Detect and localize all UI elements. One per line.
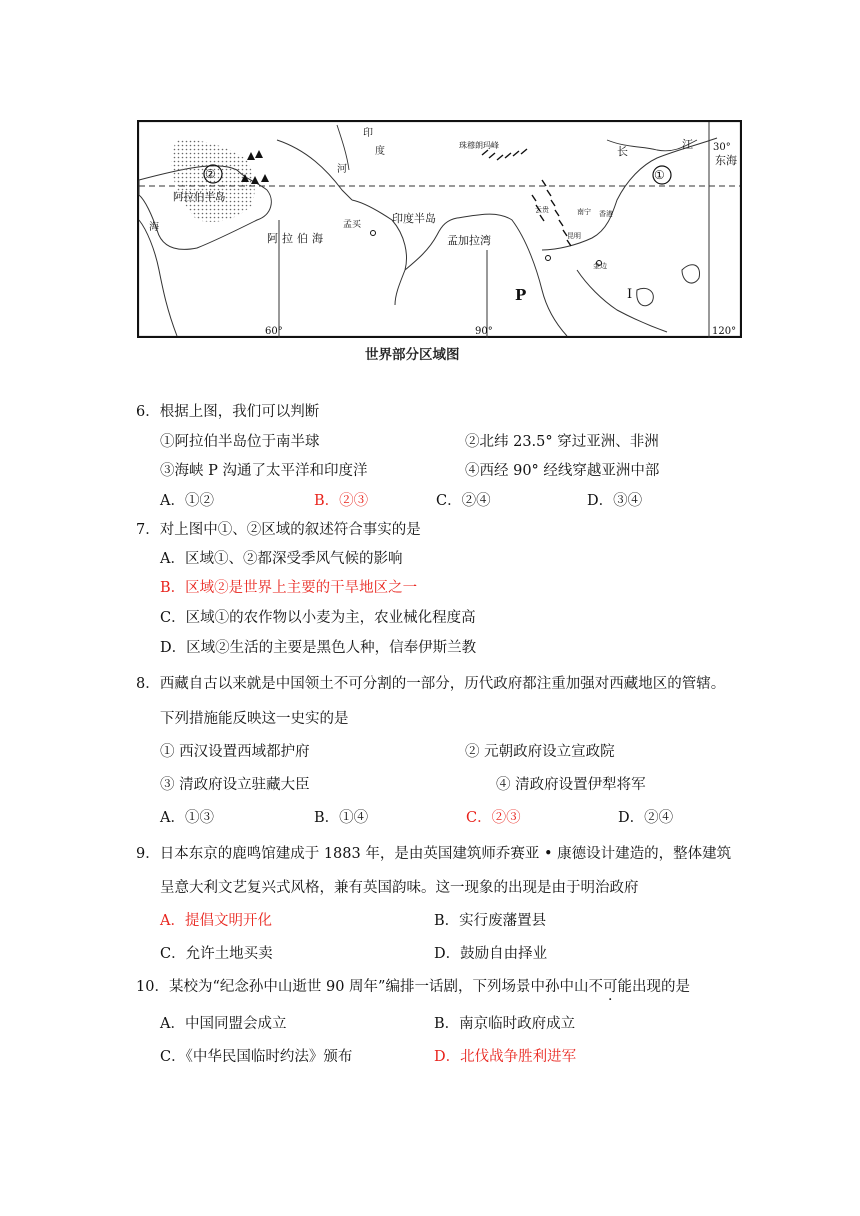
q7-option-b[interactable]: B．区域②是世界上主要的干旱地区之一 [160,580,418,596]
label-hk: 香港 [599,210,613,218]
label-river-du: 度 [375,146,385,157]
q9-option-a[interactable]: A．提倡文明开化 [160,913,272,929]
q6-statement-3: ③海峡 P 沟通了太平洋和印度洋 [160,463,368,479]
q8-stem-2: 下列措施能反映这一史实的是 [160,711,349,727]
q10-option-d[interactable]: D．北伐战争胜利进军 [434,1049,577,1065]
q9-option-d[interactable]: D．鼓励自由择业 [434,946,548,962]
label-jinbian: 金边 [593,262,607,270]
label-region-2: ② [205,167,216,181]
q10-stem [136,975,690,996]
q8-option-c[interactable]: C．②③ [466,810,521,826]
q6-option-a[interactable]: A．①② [160,493,214,509]
label-nanning: 南宁 [577,208,591,216]
q9-stem-2: 呈意大利文艺复兴式风格，兼有英国韵味。这一现象的出现是由于明治政府 [160,880,639,896]
label-mumbai: 孟买 [343,220,362,230]
q10-option-b[interactable]: B．南京临时政府成立 [434,1016,576,1032]
label-sea: 海 [149,222,159,233]
q9-option-b[interactable]: B．实行废藩置县 [434,913,547,929]
q10-option-c[interactable]: C．《中华民国临时约法》颁布 [160,1049,353,1065]
label-bengal: 孟加拉湾 [447,234,491,247]
q6-option-c[interactable]: C．②④ [436,493,491,509]
q10-stem-emphasis: 不可能 [588,979,632,995]
q9-stem: 9．日本东京的鹿鸣馆建成于 1883 年，是由英国建筑师乔赛亚 • 康德设计建造的，整体建筑 [136,846,732,862]
q8-stem: 8．西藏自古以来就是中国领土不可分割的一部分，历代政府都注重加强对西藏地区的管辖。 [136,676,726,692]
q9-option-c[interactable]: C．允许土地买卖 [160,946,273,962]
label-lon-90: 90° [475,326,493,337]
q7-option-a[interactable]: A．区域①、②都深受季风气候的影响 [160,551,403,567]
q10-stem-a: 10．某校为“纪念孙中山逝世 90 周年”编排一话剧，下列场景中孙中山 [136,979,589,995]
label-india: 印度半岛 [392,212,436,225]
q6-option-b[interactable]: B．②③ [314,493,369,509]
label-jiang: 江 [682,138,693,151]
label-everest: 珠穆朗玛峰 [459,141,499,150]
label-lat-30: 30° [713,142,731,153]
label-river-he: 河 [337,164,347,175]
label-region-1: ① [654,168,665,182]
q6-statement-4: ④西经 90° 经线穿越亚洲中部 [465,463,660,479]
q6-option-d[interactable]: D．③④ [587,493,643,509]
q8-statement-3: ③ 清政府设立驻藏大臣 [160,777,310,793]
q8-statement-4: ④ 清政府设置伊犁将军 [496,777,646,793]
world-region-map [137,120,742,338]
q7-option-d[interactable]: D．区域②生活的主要是黑色人种，信奉伊斯兰教 [160,640,477,656]
q8-statement-1: ① 西汉设置西域都护府 [160,744,310,760]
q10-option-a[interactable]: A．中国同盟会成立 [160,1016,287,1032]
q6-statement-1: ①阿拉伯半岛位于南半球 [160,434,320,450]
q8-option-a[interactable]: A．①③ [160,810,214,826]
label-arabian-sea: 阿拉伯海 [267,232,327,245]
map-svg [137,120,742,338]
q7-stem: 7．对上图中①、②区域的叙述符合事实的是 [136,522,421,538]
label-arabia: 阿拉伯半岛 [173,191,226,203]
map-caption: 世界部分区域图 [365,347,460,363]
q10-stem-c: 出现的是 [631,979,690,995]
label-lon-60: 60° [265,326,283,337]
label-strait-p: P [515,286,527,304]
q6-stem: 6．根据上图，我们可以判断 [136,404,320,420]
label-lon-120: 120° [712,326,737,337]
q8-option-b[interactable]: B．①④ [314,810,369,826]
q8-option-d[interactable]: D．②④ [618,810,674,826]
q8-statement-2: ② 元朝政府设立宣政院 [465,744,615,760]
label-i: I [627,287,633,302]
label-east-sea-1: 东海 [715,154,737,167]
q6-statement-2: ②北纬 23.5° 穿过亚洲、非洲 [465,434,659,450]
label-river-in: 印 [363,128,373,139]
q7-option-c[interactable]: C．区域①的农作物以小麦为主，农业械化程度高 [160,610,476,626]
label-yungui: 云贵 [535,206,549,214]
label-kunming: 昆明 [567,232,581,240]
label-yangtze: 长 [617,145,628,158]
